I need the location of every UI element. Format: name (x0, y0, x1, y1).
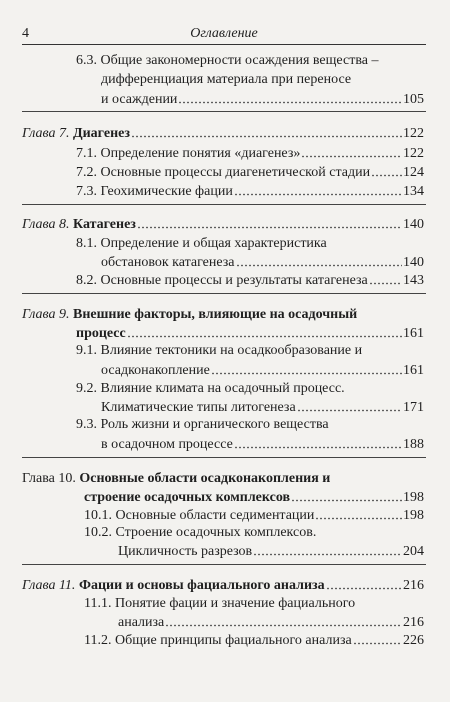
section-title: Общие принципы фациального анализа (114, 633, 352, 648)
page-ref: 122 (403, 126, 424, 141)
toc-entry-10-2-line2[interactable] (118, 542, 424, 560)
section-title: Определение понятия «диагенез» (100, 146, 301, 161)
section-number: 9.2. (76, 381, 97, 396)
toc-entry-8-1-line2[interactable] (101, 253, 424, 271)
section-title: Основные процессы диагенетической стадии (100, 165, 371, 180)
divider (22, 204, 426, 205)
toc-entry-6-3-line2: дифференциация материала при переносе (101, 72, 352, 87)
section-title-line2: осадконакопление (101, 363, 210, 378)
page-ref: 140 (403, 217, 424, 232)
dot-leader (315, 507, 402, 520)
section-title-line1: Влияние климата на осадочный процесс. (100, 381, 345, 396)
dot-leader (234, 183, 402, 196)
section-number: 9.1. (76, 343, 97, 358)
page-ref: 134 (403, 184, 424, 199)
dot-leader (291, 489, 402, 502)
dot-leader (236, 254, 403, 267)
section-title-line2: анализа (118, 615, 165, 630)
chapter-title: Катагенез (72, 217, 136, 232)
toc-entry-10-1[interactable] (84, 506, 424, 524)
page-ref: 204 (403, 544, 424, 559)
chapter-title: Фации и основы фациального анализа (78, 578, 325, 593)
section-title-line2: обстановок катагенеза (101, 255, 235, 270)
section-title-line1: Роль жизни и органического вещества (100, 417, 329, 432)
chapter-label: Глава 11. (22, 578, 76, 593)
page-header (22, 26, 426, 45)
page-ref: 216 (403, 578, 424, 593)
dot-leader (211, 362, 402, 375)
chapter-title-line1: Внешние факторы, влияющие на осадочный (72, 307, 358, 322)
section-title-line1: Понятие фации и значение фациального (114, 596, 356, 611)
divider (22, 564, 426, 565)
chapter-label: Глава 8. (22, 217, 70, 232)
section-number: 7.3. (76, 184, 97, 199)
page-ref: 188 (403, 437, 424, 452)
chapter-label: Глава 9. (22, 307, 70, 322)
toc-entry-8-1-line1 (76, 235, 327, 252)
section-number: 7.1. (76, 146, 97, 161)
section-number: 8.1. (76, 236, 97, 251)
divider (22, 293, 426, 294)
toc-entry-7-1[interactable] (76, 144, 424, 162)
toc-chapter-11[interactable] (22, 576, 424, 594)
section-number: 8.2. (76, 273, 97, 288)
dot-leader (371, 164, 402, 177)
page-ref: 140 (403, 255, 424, 270)
section-title: Геохимические фации (100, 184, 233, 199)
toc-chapter-7[interactable] (22, 124, 424, 142)
page-ref: 122 (403, 146, 424, 161)
chapter-title: Диагенез (72, 126, 130, 141)
toc-chapter-10-line1 (22, 470, 330, 487)
section-title-line2: в осадочном процессе (101, 437, 233, 452)
page-ref: 105 (403, 92, 424, 107)
chapter-title-line2: процесс (76, 326, 126, 341)
section-number: 11.1. (84, 596, 112, 611)
dot-leader (253, 543, 402, 556)
section-title-line1: Общие закономерности осаждения вещества – (100, 53, 379, 68)
page-ref: 124 (403, 165, 424, 180)
section-number: 6.3. (76, 53, 97, 68)
toc-entry-9-2-line2[interactable] (101, 398, 424, 416)
dot-leader (165, 614, 402, 627)
toc-chapter-8[interactable] (22, 215, 424, 233)
toc-entry-10-2-line1 (84, 524, 316, 541)
page-ref: 198 (403, 490, 424, 505)
section-title-line2: Климатические типы литогенеза (101, 400, 296, 415)
page-ref: 216 (403, 615, 424, 630)
toc-entry-9-1-line1 (76, 342, 362, 359)
page-ref: 198 (403, 508, 424, 523)
toc-entry-11-1-line1 (84, 595, 355, 612)
toc-entry-9-2-line1 (76, 380, 345, 397)
toc-entry-9-1-line2[interactable] (101, 361, 424, 379)
page-ref: 161 (403, 326, 424, 341)
section-title-line2: Цикличность разрезов (118, 544, 253, 559)
running-title: Оглавление (190, 26, 258, 41)
dot-leader (131, 125, 402, 138)
toc-entry-11-2[interactable] (84, 631, 424, 649)
chapter-title-line1: Основные области осадконакопления и (79, 471, 331, 486)
toc-entry-7-2[interactable] (76, 163, 424, 181)
section-number: 10.2. (84, 525, 112, 540)
dot-leader (137, 216, 402, 229)
dot-leader (297, 399, 402, 412)
section-title-line3: и осаждении (101, 92, 178, 107)
toc-chapter-9-line2[interactable] (76, 324, 424, 342)
dot-leader (178, 91, 402, 104)
chapter-title-line2: строение осадочных комплексов (84, 490, 291, 505)
divider (22, 111, 426, 112)
dot-leader (127, 325, 402, 338)
section-number: 7.2. (76, 165, 97, 180)
toc-entry-6-3-line1 (76, 52, 378, 69)
section-number: 11.2. (84, 633, 112, 648)
section-title-line1: Влияние тектоники на осадкообразование и (100, 343, 363, 358)
dot-leader (234, 436, 402, 449)
dot-leader (369, 272, 402, 285)
section-title-line1: Определение и общая характеристика (100, 236, 327, 251)
section-number: 10.1. (84, 508, 112, 523)
toc-chapter-9-line1 (22, 306, 357, 323)
toc-entry-8-2[interactable] (76, 271, 424, 289)
section-title: Основные области седиментации (115, 508, 315, 523)
chapter-label: Глава 10. (22, 471, 76, 486)
page-ref: 143 (403, 273, 424, 288)
page-ref: 226 (403, 633, 424, 648)
toc-entry-9-3-line2[interactable] (101, 435, 424, 453)
page-ref: 161 (403, 363, 424, 378)
toc-chapter-10-line2[interactable] (84, 488, 424, 506)
page-number: 4 (22, 26, 29, 41)
section-number: 9.3. (76, 417, 97, 432)
toc-entry-11-1-line2[interactable] (118, 613, 424, 631)
divider (22, 457, 426, 458)
dot-leader (326, 577, 402, 590)
toc-entry-7-3[interactable] (76, 182, 424, 200)
section-title-line1: Строение осадочных комплексов. (115, 525, 317, 540)
dot-leader (301, 145, 402, 158)
toc-entry-6-3-line3[interactable] (101, 90, 424, 108)
page-ref: 171 (403, 400, 424, 415)
dot-leader (353, 632, 402, 645)
section-title: Основные процессы и результаты катагенеза (100, 273, 368, 288)
chapter-label: Глава 7. (22, 126, 70, 141)
toc-entry-9-3-line1 (76, 416, 329, 433)
